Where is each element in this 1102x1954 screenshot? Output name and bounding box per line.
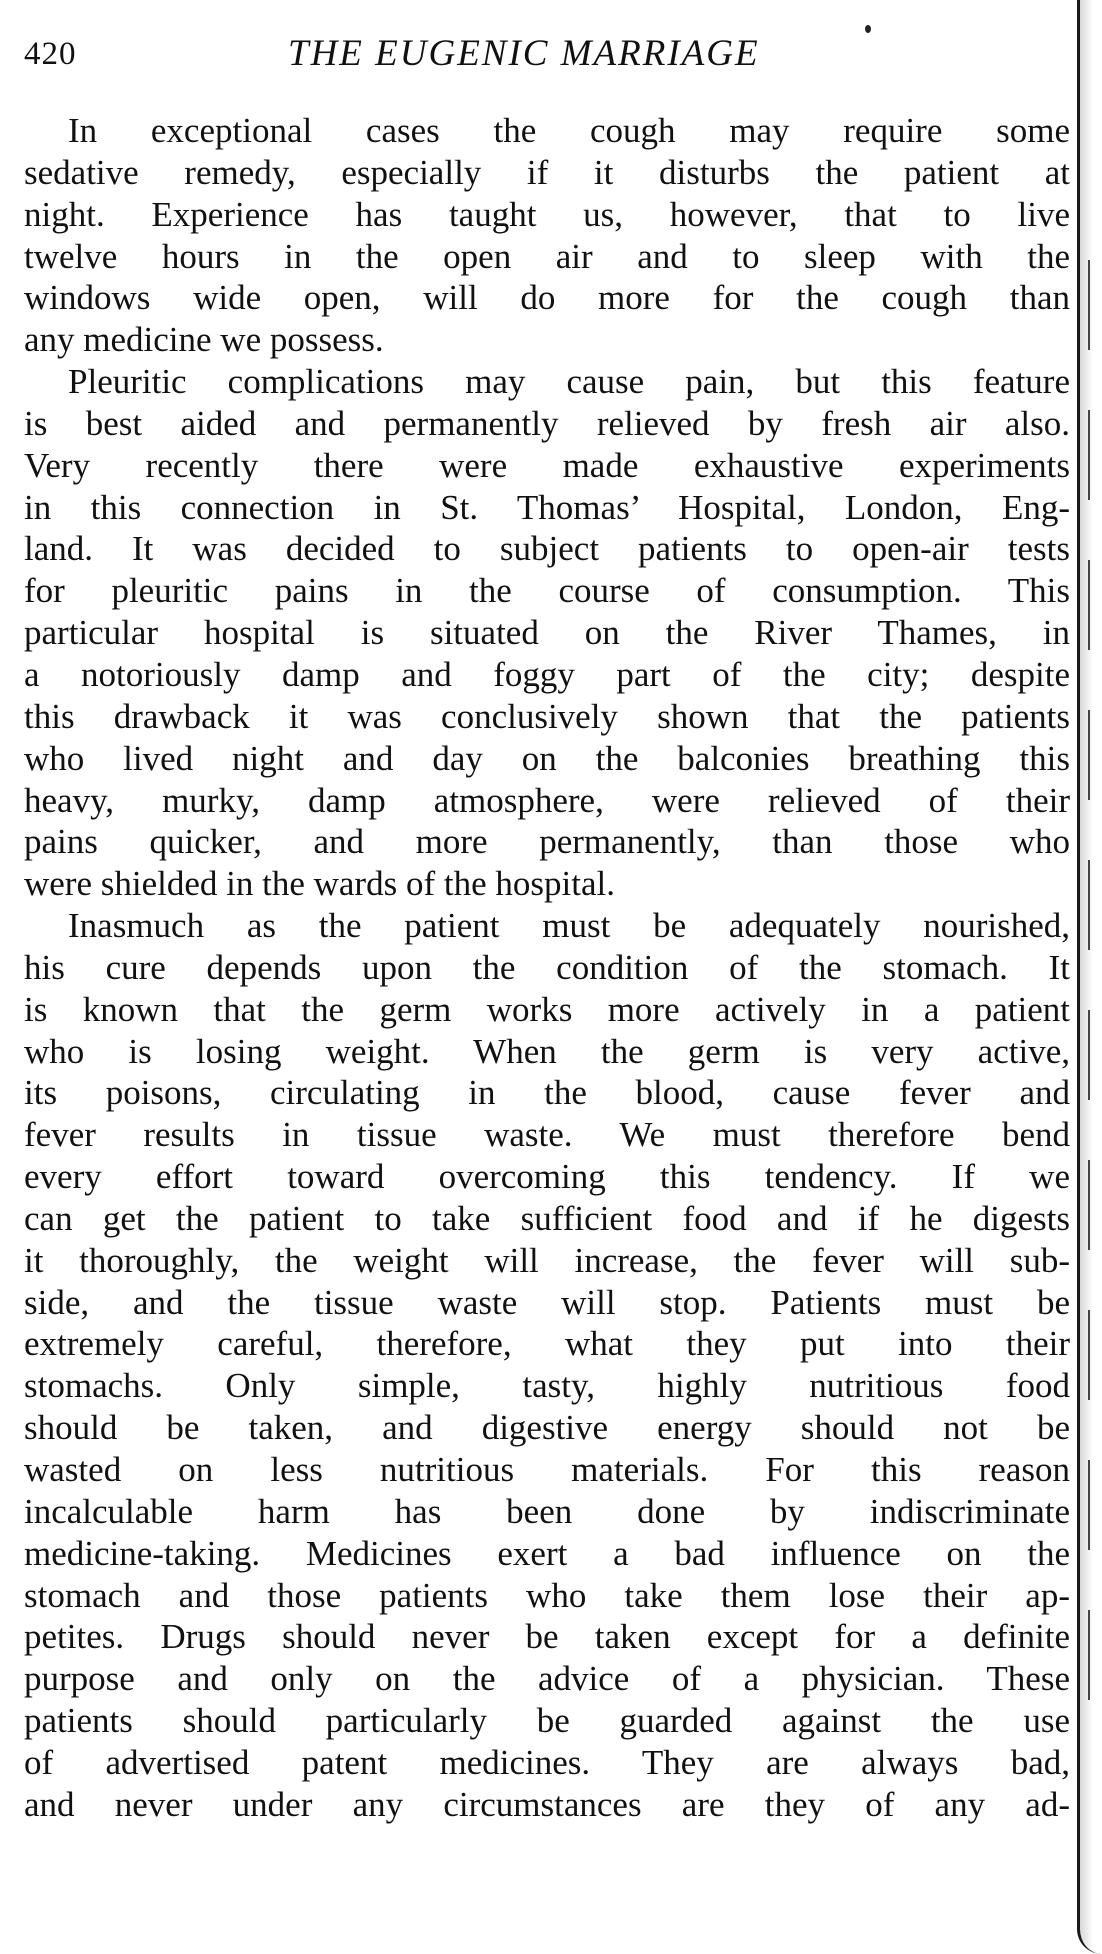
text-line: land. It was decided to subject patients to open-air tests: [24, 529, 1070, 569]
page-header: [24, 28, 1064, 88]
text-line: incalculable harm has been done by indiscriminate: [24, 1491, 1070, 1531]
text-line: sedative remedy, especially if it disturbs the patient at: [24, 152, 1070, 192]
text-line: every effort toward overcoming this tendency. If we: [24, 1157, 1070, 1197]
text-line: Inasmuch as the patient must be adequately nourished,: [68, 906, 1070, 946]
text-line: particular hospital is situated on the River Thames, in: [24, 613, 1070, 653]
text-line: wasted on less nutritious materials. For this reason: [24, 1450, 1070, 1489]
text-line: stomachs. Only simple, tasty, highly nutritious food: [24, 1366, 1070, 1406]
text-line: were shielded in the wards of the hospital.: [24, 864, 615, 904]
text-line: any medicine we possess.: [24, 320, 384, 360]
text-line: is known that the germ works more actively in a patient: [24, 989, 1070, 1029]
ink-smudge: [865, 25, 871, 33]
text-line: this drawback it was conclusively shown that the patients: [24, 696, 1070, 736]
text-line: its poisons, circulating in the blood, cause fever and: [24, 1073, 1070, 1113]
text-line: can get the patient to take sufficient food and if he digests: [24, 1198, 1070, 1238]
page-number: 420: [24, 36, 77, 72]
text-line: heavy, murky, damp atmosphere, were relieved of their: [24, 780, 1070, 820]
text-line: side, and the tissue waste will stop. Patients must be: [24, 1282, 1070, 1322]
text-line: purpose and only on the advice of a physician. These: [24, 1659, 1070, 1699]
text-line: his cure depends upon the condition of the stomach. It: [24, 947, 1070, 987]
text-line: stomach and those patients who take them lose their ap-: [24, 1575, 1070, 1615]
text-line: pains quicker, and more permanently, than those who: [24, 822, 1070, 862]
text-line: medicine-taking. Medicines exert a bad influence on the: [24, 1533, 1070, 1573]
text-line: petites. Drugs should never be taken except for a definite: [24, 1617, 1070, 1657]
text-line: who lived night and day on the balconies breathing this: [24, 738, 1070, 778]
text-line: it thoroughly, the weight will increase, the fever will sub-: [24, 1240, 1070, 1280]
text-line: Very recently there were made exhaustive experiments: [24, 445, 1070, 485]
text-line: a notoriously damp and foggy part of the city; despite: [24, 654, 1070, 694]
text-line: is best aided and permanently relieved by fresh air also.: [24, 403, 1070, 443]
text-line: windows wide open, will do more for the cough than: [24, 278, 1070, 318]
text-line: who is losing weight. When the germ is very active,: [24, 1031, 1070, 1071]
text-line: patients should particularly be guarded against the use: [24, 1701, 1070, 1741]
text-line: and never under any circumstances are they of any ad-: [24, 1784, 1070, 1824]
text-line: of advertised patent medicines. They are always bad,: [24, 1742, 1070, 1782]
text-line: for pleuritic pains in the course of consumption. This: [24, 571, 1070, 611]
text-line: in this connection in St. Thomas’ Hospital, London, Eng-: [24, 487, 1070, 527]
text-line: night. Experience has taught us, however, that to live: [24, 194, 1070, 234]
text-line: should be taken, and digestive energy should not be: [24, 1408, 1070, 1448]
text-line: fever results in tissue waste. We must therefore bend: [24, 1115, 1070, 1155]
page-edge: [1077, 0, 1102, 1954]
text-line: twelve hours in the open air and to sleep with the: [24, 236, 1070, 276]
text-line: Pleuritic complications may cause pain, but this feature: [68, 362, 1070, 402]
running-title: THE EUGENIC MARRIAGE: [288, 33, 760, 74]
text-line: extremely careful, therefore, what they put into their: [24, 1324, 1070, 1364]
text-line: In exceptional cases the cough may require some: [68, 111, 1070, 150]
body-text: [24, 110, 1070, 1826]
